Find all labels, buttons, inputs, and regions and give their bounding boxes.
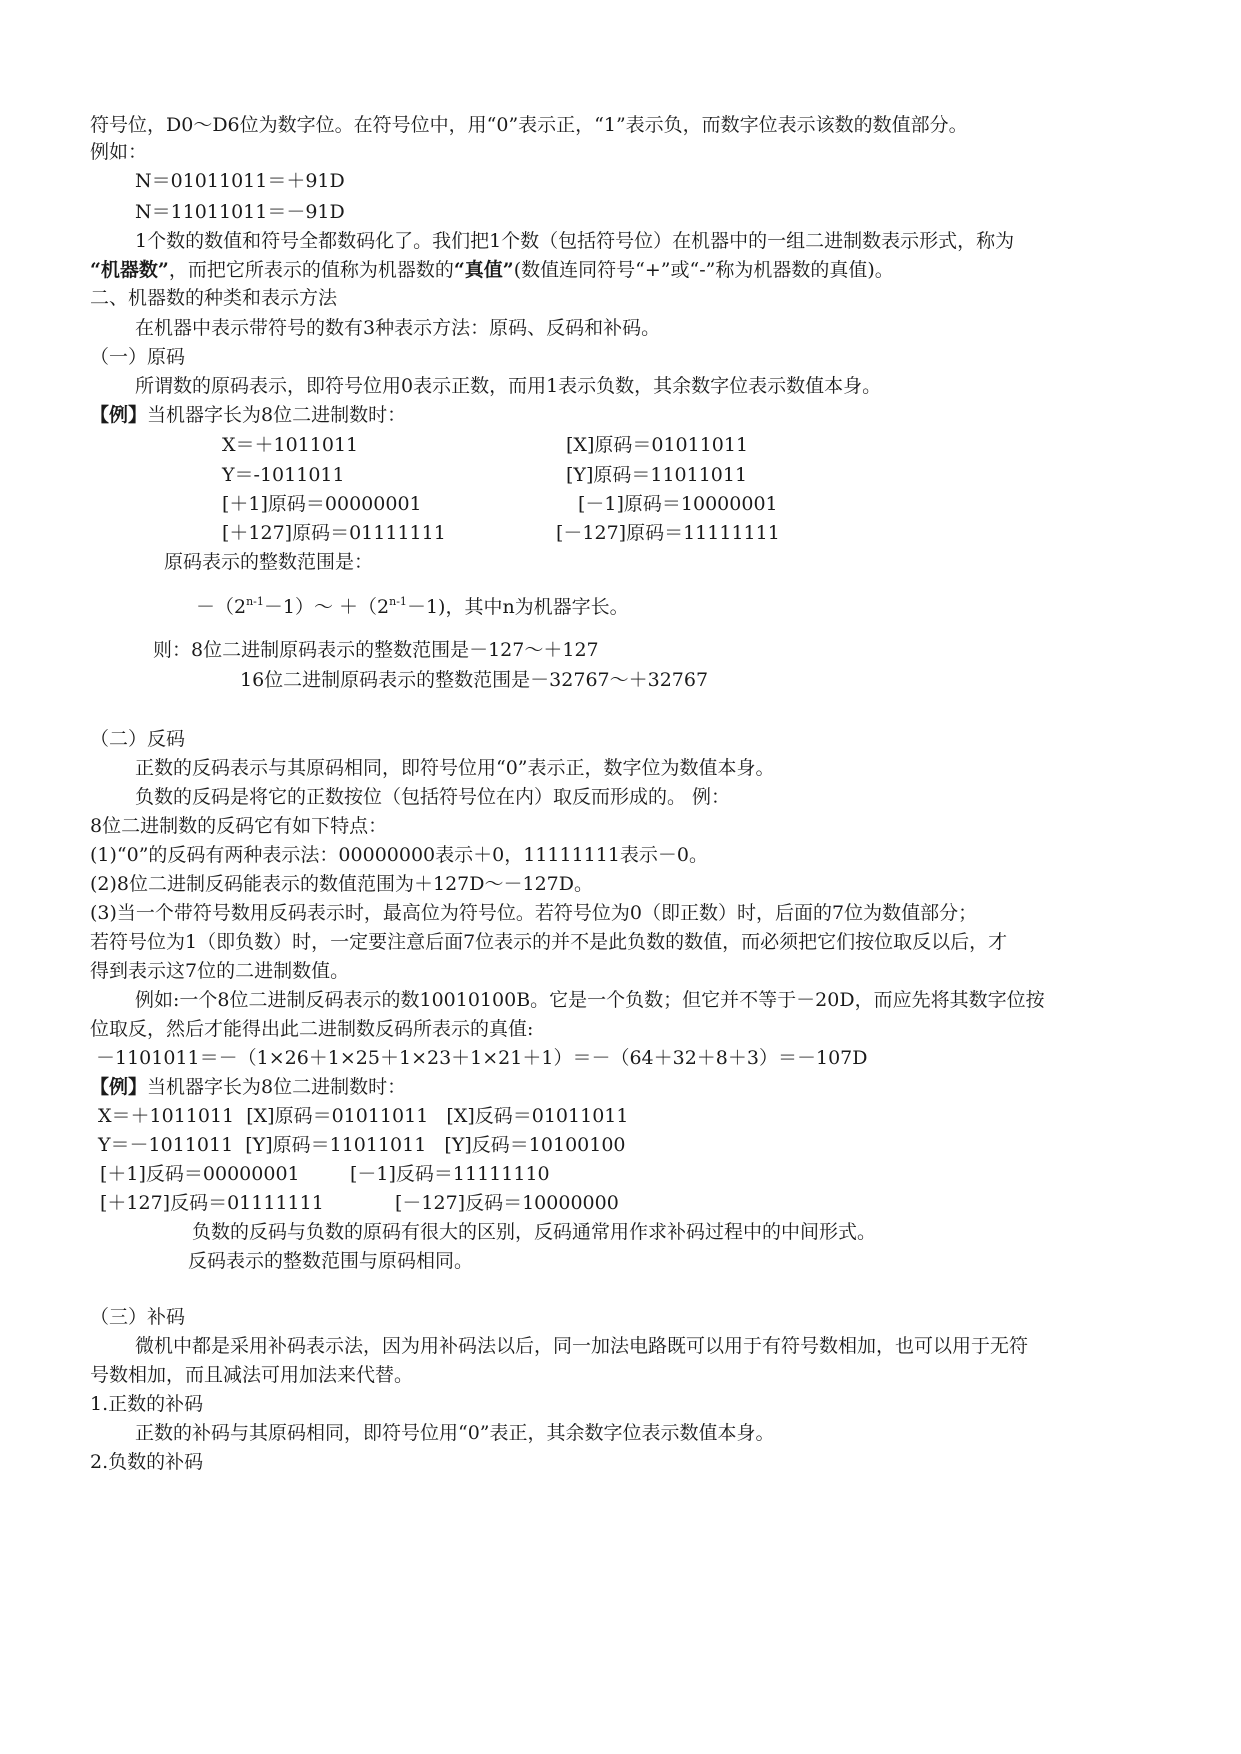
fanma-heading: （二）反码 xyxy=(90,728,186,750)
yuanma-paragraph: 所谓数的原码表示，即符号位用0表示正数，而用1表示负数，其余数字位表示数值本身。 xyxy=(135,375,882,397)
yuanma-heading: （一）原码 xyxy=(90,346,186,368)
intro-line-5: 1个数的数值和符号全都数码化了。我们把1个数（包括符号位）在机器中的一组二进制数表示形式，称为 xyxy=(135,230,1015,252)
fanma-feature-2: (2)8位二进制反码能表示的数值范围为＋127D～－127D。 xyxy=(90,873,594,895)
yuanma-row-1-left: X＝＋1011011 xyxy=(222,434,359,456)
fanma-table-row-2: Y＝－1011011 [Y]原码＝11011011 [Y]反码＝10100100 xyxy=(98,1134,626,1156)
buma-subheading-positive: 1.正数的补码 xyxy=(90,1393,204,1415)
yuanma-row-3-right: [－1]原码＝10000001 xyxy=(578,493,778,515)
buma-heading: （三）补码 xyxy=(90,1306,186,1328)
yuanma-example-intro: 【例】当机器字长为8位二进制数时： xyxy=(90,404,407,426)
term-machine-number: “机器数” xyxy=(90,259,169,281)
intro-line-6: “机器数”，而把它所表示的值称为机器数的“真值”(数值连同符号“+”或“-”称为机器数的真值)。 xyxy=(90,259,894,281)
fanma-table-row-3-left: [＋1]反码＝00000001 xyxy=(100,1163,300,1185)
fanma-table-row-3-right: [－1]反码＝11111110 xyxy=(350,1163,550,1185)
intro-line-1: 符号位，D0～D6位为数字位。在符号位中，用“0”表示正，“1”表示负，而数字位表示该数的数值部分。 xyxy=(90,114,968,136)
yuanma-range-formula: $-(2^{n-1}-1)\sim +(2^{n-1}-1)$，其中n为机器字长。 xyxy=(196,595,629,618)
intro-example-label: 例如： xyxy=(90,141,148,163)
fanma-example-line-2: 位取反，然后才能得出此二进制数反码所表示的真值: xyxy=(90,1018,534,1040)
fanma-table-row-4-left: [＋127]反码＝01111111 xyxy=(100,1192,324,1214)
section-2-heading: 二、机器数的种类和表示方法 xyxy=(90,287,338,309)
buma-paragraph-line-1: 微机中都是采用补码表示法，因为用补码法以后，同一加法电路既可以用于有符号数相加，也可以用于无符 xyxy=(135,1335,1029,1357)
fanma-features-intro: 8位二进制数的反码它有如下特点： xyxy=(90,815,388,837)
yuanma-range-intro: 原码表示的整数范围是： xyxy=(164,551,374,573)
fanma-paragraph-2: 负数的反码是将它的正数按位（包括符号位在内）取反而形成的。 例： xyxy=(135,786,731,808)
fanma-example-intro: 【例】当机器字长为8位二进制数时： xyxy=(90,1076,407,1098)
section-2-paragraph: 在机器中表示带符号的数有3种表示方法：原码、反码和补码。 xyxy=(135,317,661,339)
yuanma-row-4-left: [＋127]原码＝01111111 xyxy=(222,522,446,544)
fanma-table-row-1: X＝＋1011011 [X]原码＝01011011 [X]反码＝01011011 xyxy=(98,1105,629,1127)
fanma-feature-3-line-2: 若符号位为1（即负数）时，一定要注意后面7位表示的并不是此负数的数值，而必须把它们按位取反以后，才 xyxy=(90,931,1008,953)
yuanma-row-2-left: Y＝-1011011 xyxy=(222,464,345,486)
yuanma-range-16bit: 16位二进制原码表示的整数范围是－32767～＋32767 xyxy=(240,669,709,691)
fanma-note-2: 反码表示的整数范围与原码相同。 xyxy=(188,1250,474,1272)
yuanma-row-4-right: [－127]原码＝11111111 xyxy=(556,522,780,544)
fanma-feature-1: (1)“0”的反码有两种表示法：00000000表示＋0，11111111表示－0。 xyxy=(90,844,709,866)
example-negative: N＝11011011＝－91D xyxy=(135,201,345,223)
buma-subheading-negative: 2.负数的补码 xyxy=(90,1451,204,1473)
example-positive: N＝01011011＝＋91D xyxy=(135,170,345,192)
fanma-example-line-1: 例如:一个8位二进制反码表示的数10010100B。它是一个负数；但它并不等于－20D，而应先将其数字位按 xyxy=(135,989,1045,1011)
fanma-calculation: －1101011＝－（1×26＋1×25＋1×23＋1×21＋1）＝－（64＋32＋8＋3）＝－107D xyxy=(96,1047,868,1069)
buma-positive-paragraph: 正数的补码与其原码相同，即符号位用“0”表正，其余数字位表示数值本身。 xyxy=(135,1422,775,1444)
fanma-note-1: 负数的反码与负数的原码有很大的区别，反码通常用作求补码过程中的中间形式。 xyxy=(192,1221,877,1243)
term-true-value: “真值” xyxy=(453,259,514,281)
yuanma-range-8bit: 则：8位二进制原码表示的整数范围是－127～＋127 xyxy=(153,639,599,661)
yuanma-row-3-left: [＋1]原码＝00000001 xyxy=(222,493,422,515)
fanma-table-row-4-right: [－127]反码＝10000000 xyxy=(395,1192,619,1214)
fanma-feature-3-line-3: 得到表示这7位的二进制数值。 xyxy=(90,960,350,982)
buma-paragraph-line-2: 号数相加，而且减法可用加法来代替。 xyxy=(90,1364,414,1386)
fanma-feature-3-line-1: (3)当一个带符号数用反码表示时，最高位为符号位。若符号位为0（即正数）时，后面的7位为数值部分； xyxy=(90,902,978,924)
fanma-paragraph-1: 正数的反码表示与其原码相同，即符号位用“0”表示正，数字位为数值本身。 xyxy=(135,757,775,779)
yuanma-row-1-right: [X]原码＝01011011 xyxy=(566,434,749,456)
yuanma-row-2-right: [Y]原码＝11011011 xyxy=(566,464,748,486)
